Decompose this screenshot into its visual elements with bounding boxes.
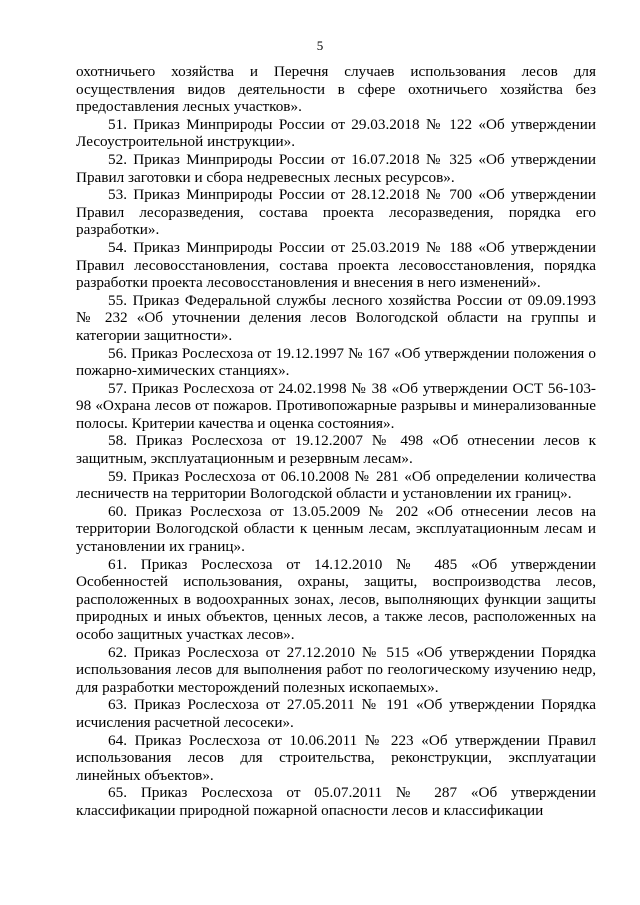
list-item-51: 51. Приказ Минприроды России от 29.03.2018 № 122 «Об утверждении Лесоустроительной инструкции».: [76, 115, 596, 151]
list-item-62: 62. Приказ Рослесхоза от 27.12.2010 № 515 «Об утверждении Порядка использования лесов для выполнения работ по геологическому изучению недр, для разработки месторождений полезных ископаемых».: [76, 643, 596, 696]
list-item-55: 55. Приказ Федеральной службы лесного хозяйства России от 09.09.1993 № 232 «Об уточнении деления лесов Вологодской области на группы и категории защитности».: [76, 291, 596, 344]
continuation-paragraph: охотничьего хозяйства и Перечня случаев использования лесов для осуществления видов деятельности в сфере охотничьего хозяйства без предоставления лесных участков».: [76, 63, 596, 116]
list-item-53: 53. Приказ Минприроды России от 28.12.2018 № 700 «Об утверждении Правил лесоразведения, состава проекта лесоразведения, порядка его разработки».: [76, 186, 596, 239]
list-item-58: 58. Приказ Рослесхоза от 19.12.2007 № 498 «Об отнесении лесов к защитным, эксплуатационным и резервным лесам».: [76, 432, 596, 468]
list-item-54: 54. Приказ Минприроды России от 25.03.2019 № 188 «Об утверждении Правил лесовосстановления, состава проекта лесовосстановления, порядка разработки проекта лесовосстановления и внесения в него изменений».: [76, 238, 596, 292]
list-item-57: 57. Приказ Рослесхоза от 24.02.1998 № 38 «Об утверждении ОСТ 56-103-98 «Охрана лесов от пожаров. Противопожарные разрывы и минерализованные полосы. Критерии качества и оценка состояния».: [76, 379, 596, 432]
list-item-63: 63. Приказ Рослесхоза от 27.05.2011 № 191 «Об утверждении Порядка исчисления расчетной лесосеки».: [76, 696, 596, 731]
list-item-52: 52. Приказ Минприроды России от 16.07.2018 № 325 «Об утверждении Правил заготовки и сбора недревесных лесных ресурсов».: [76, 150, 596, 186]
list-item-60: 60. Приказ Рослесхоза от 13.05.2009 № 202 «Об отнесении лесов на территории Вологодской области к ценным лесам, эксплуатационным лесам и установлении их границ».: [76, 502, 596, 556]
list-item-61: 61. Приказ Рослесхоза от 14.12.2010 № 485 «Об утверждении Особенностей использования, охраны, защиты, воспроизводства лесов, расположенных в водоохранных зонах, лесов, выполняющих функции защиты природных и иных объектов, ценных лесов, а также лесов, расположенных на особо защитных участках лесов».: [76, 555, 596, 643]
list-item-64: 64. Приказ Рослесхоза от 10.06.2011 № 223 «Об утверждении Правил использования лесов для строительства, реконструкции, эксплуатации линейных объектов».: [76, 731, 596, 784]
page-number: 5: [316, 38, 324, 53]
list-item-56: 56. Приказ Рослесхоза от 19.12.1997 № 167 «Об утверждении положения о пожарно-химических станциях».: [76, 344, 596, 380]
document-body: [76, 63, 596, 820]
list-item-65: 65. Приказ Рослесхоза от 05.07.2011 № 287 «Об утверждении классификации природной пожарной опасности лесов и классификации: [76, 784, 596, 819]
list-item-59: 59. Приказ Рослесхоза от 06.10.2008 № 281 «Об определении количества лесничеств на территории Вологодской области и установлении их границ».: [76, 467, 596, 503]
